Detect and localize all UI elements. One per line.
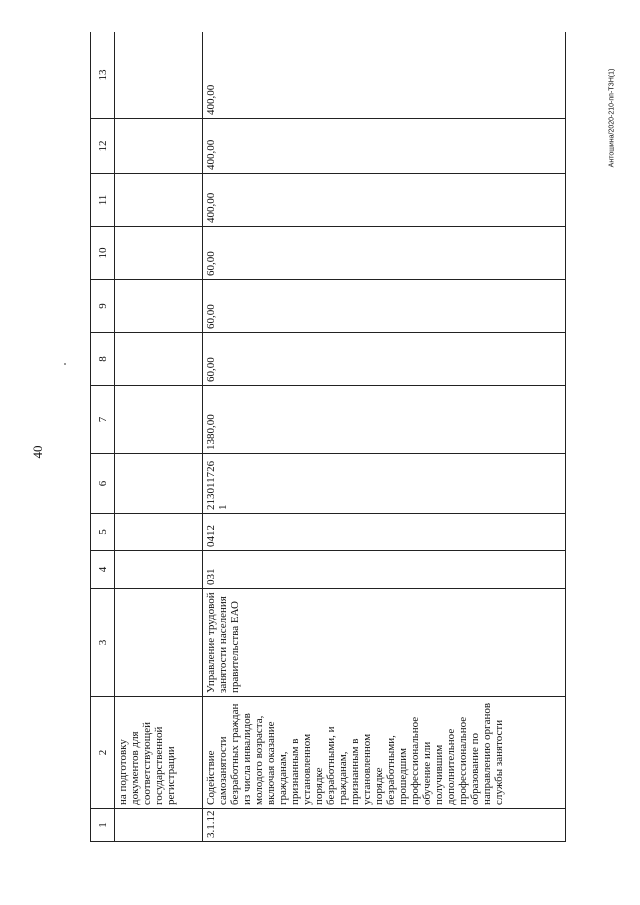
row-number-cell: 3.1.12 [203, 809, 566, 842]
cont-cell-5 [115, 514, 203, 551]
header-cell-8: 8 [91, 333, 115, 386]
target-article-cell: 2130117261 [203, 454, 566, 514]
cont-cell-2: на подготовку документов для соответствующей государственной регистрации [115, 697, 203, 809]
cont-cell-9 [115, 280, 203, 333]
table-row-continued [115, 32, 203, 842]
cont-cell-12 [115, 119, 203, 174]
code-031-cell: 031 [203, 551, 566, 589]
header-cell-13: 13 [91, 32, 115, 119]
table-header-row [91, 32, 115, 842]
cont-cell-13 [115, 32, 203, 119]
cont-cell-3 [115, 589, 203, 697]
cont-cell-8 [115, 333, 203, 386]
cont-cell-10 [115, 227, 203, 280]
measure-name-cell: Содействие самозанятости безработных граждан из числа инвалидов молодого возраста, включая оказание гражданам, признанным в установленном порядке безработными, и гражданам, признанным в установленном порядке безработными, прошедшим профессиональное обучение или получившим дополнительное профессиональное образование по направлению органов службы занятости [203, 697, 566, 809]
header-cell-9: 9 [91, 280, 115, 333]
header-cell-11: 11 [91, 174, 115, 227]
amount-cell-8: 60,00 [203, 333, 566, 386]
table-row-3-1-12 [203, 32, 566, 842]
amount-cell-9: 60,00 [203, 280, 566, 333]
section-code-cell: 0412 [203, 514, 566, 551]
page-number: 40 [30, 445, 45, 459]
cont-cell-1 [115, 809, 203, 842]
cont-cell-6 [115, 454, 203, 514]
header-cell-3: 3 [91, 589, 115, 697]
program-table [90, 32, 566, 842]
header-cell-7: 7 [91, 386, 115, 454]
document-code: Антошина/2020-210-пп-ТЗН(1) [608, 68, 616, 168]
amount-cell-11: 400,00 [203, 174, 566, 227]
program-table-rotated [90, 32, 586, 842]
cont-cell-4 [115, 551, 203, 589]
header-cell-5: 5 [91, 514, 115, 551]
cont-cell-7 [115, 386, 203, 454]
amount-cell-13: 400,00 [203, 32, 566, 119]
header-cell-12: 12 [91, 119, 115, 174]
header-cell-4: 4 [91, 551, 115, 589]
executor-cell: Управление трудовой занятости населения правительства ЕАО [203, 589, 566, 697]
scan-speck [64, 363, 66, 365]
header-cell-1: 1 [91, 809, 115, 842]
header-cell-10: 10 [91, 227, 115, 280]
cont-cell-11 [115, 174, 203, 227]
header-cell-6: 6 [91, 454, 115, 514]
amount-cell-10: 60,00 [203, 227, 566, 280]
amount-cell-12: 400,00 [203, 119, 566, 174]
total-amount-cell: 1380,00 [203, 386, 566, 454]
header-cell-2: 2 [91, 697, 115, 809]
program-table-container [90, 32, 586, 842]
